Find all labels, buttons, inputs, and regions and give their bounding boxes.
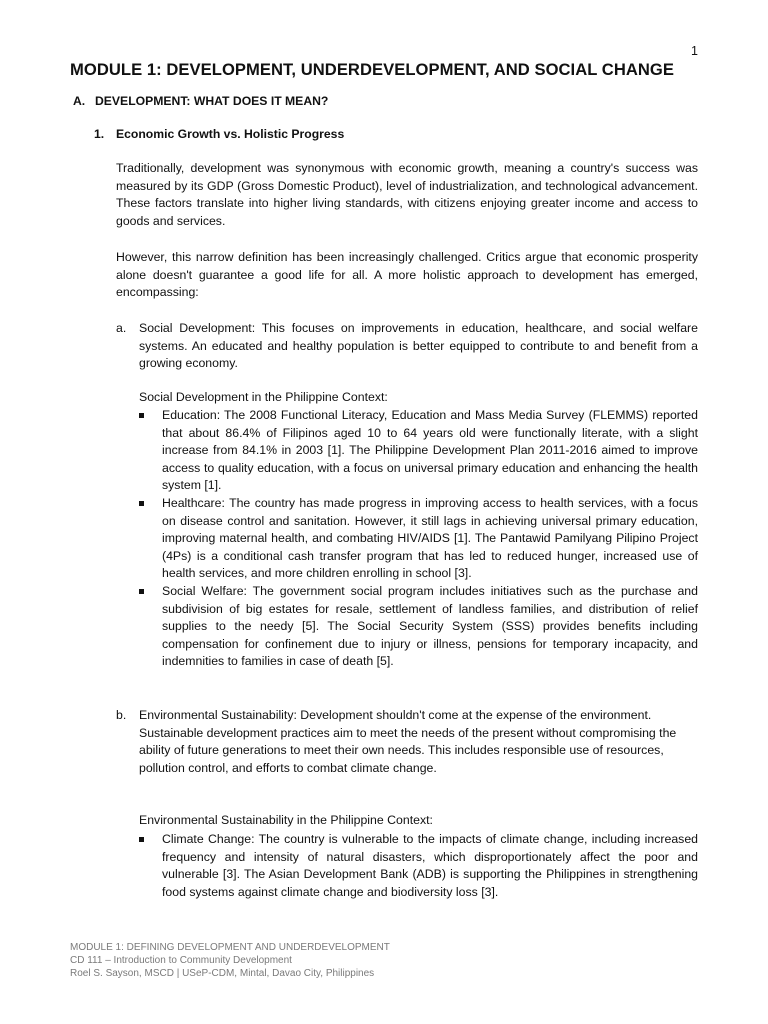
bullet-list (139, 831, 698, 901)
item-label: b. (116, 708, 127, 722)
footer-line: MODULE 1: DEFINING DEVELOPMENT AND UNDERDEVELOPMENT (70, 942, 390, 953)
bullet-item (139, 831, 698, 901)
bullet-item (139, 583, 698, 671)
square-bullet-icon (139, 413, 144, 418)
list-item-social-development (116, 320, 698, 373)
bullet-text: Climate Change: The country is vulnerable to the impacts of climate change, including increased frequency and intensity of natural disasters, which disproportionately affect the poor and vulnerable [3]. The Asian Development Bank (ADB) is supporting the Philippines in strengthening food systems against climate change and biodiversity loss [3]. (162, 832, 698, 899)
bullet-item (139, 495, 698, 583)
subsection-title: Economic Growth vs. Holistic Progress (116, 127, 345, 141)
context-heading: Environmental Sustainability in the Philippine Context: (139, 813, 433, 827)
list-item-environmental-sustainability (116, 707, 698, 777)
square-bullet-icon (139, 501, 144, 506)
section-heading-a (73, 94, 328, 108)
square-bullet-icon (139, 837, 144, 842)
item-text: Social Development: This focuses on improvements in education, healthcare, and social welfare systems. An educated and healthy population is better equipped to contribute to and benefit from a growing economy. (139, 321, 698, 371)
item-label: a. (116, 321, 127, 335)
item-text: Environmental Sustainability: Development shouldn't come at the expense of the environment. Sustainable development practices aim to meet the needs of the present without compromising the ability of future generations to meet their own needs. This includes responsible use of resources, pollution control, and efforts to combat climate change. (139, 708, 677, 775)
module-title: MODULE 1: DEVELOPMENT, UNDERDEVELOPMENT, AND SOCIAL CHANGE (70, 60, 675, 79)
section-label: A. (73, 94, 86, 108)
page-number: 1 (691, 44, 698, 58)
footer-line: CD 111 – Introduction to Community Development (70, 955, 292, 966)
square-bullet-icon (139, 589, 144, 594)
footer-line: Roel S. Sayson, MSCD | USeP-CDM, Mintal, Davao City, Philippines (70, 968, 375, 979)
bullet-text: Social Welfare: The government social program includes initiatives such as the purchase and subdivision of big estates for resale, settlement of landless families, and distribution of relief supplies to the needy [5]. The Social Security System (SSS) provides benefits including compensation for confinement due to injury or illness, pensions for temporary incapacity, and indemnities to families in case of death [5]. (162, 583, 698, 669)
bullet-text: Healthcare: The country has made progress in improving access to health services, with a focus on disease control and sanitation. However, it still lags in achieving universal primary education, improving maternal health, and combating HIV/AIDS [1]. The Pantawid Pamilyang Pilipino Project (4Ps) is a conditional cash transfer program that has led to reduced hunger, increased use of health services, and more children enrolling in school [3]. (162, 495, 698, 581)
page-footer (70, 941, 390, 980)
paragraph: However, this narrow definition has been increasingly challenged. Critics argue that economic prosperity alone doesn't guarantee a good life for all. A more holistic approach to development has emerged, encompassing: (116, 250, 698, 300)
paragraph: Traditionally, development was synonymous with economic growth, meaning a country's success was measured by its GDP (Gross Domestic Product), level of industrialization, and technological advancement. These factors translate into higher living standards, with citizens enjoying greater income and access to goods and services. (116, 161, 698, 228)
section-title: DEVELOPMENT: WHAT DOES IT MEAN? (95, 94, 329, 108)
bullet-item (139, 407, 698, 495)
subsection-label: 1. (94, 127, 105, 141)
bullet-text: Education: The 2008 Functional Literacy, Education and Mass Media Survey (FLEMMS) reported that about 86.4% of Filipinos aged 10 to 64 years old were functionally literate, with a slight increase from 84.1% in 2003 [1]. The Philippine Development Plan 2011-2016 aimed to improve access to quality education, with a focus on universal primary education and enhancing the health system [1]. (162, 408, 698, 493)
bullet-list (139, 407, 698, 671)
context-heading: Social Development in the Philippine Context: (139, 390, 388, 404)
subsection-heading-1 (94, 127, 344, 141)
